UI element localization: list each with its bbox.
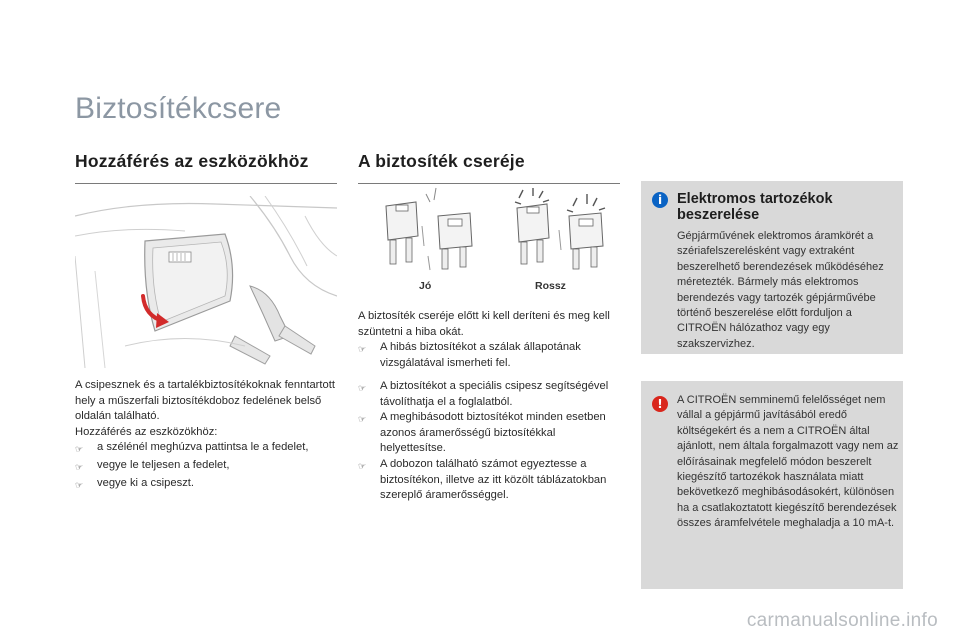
arrow-bullet-icon: ☞ (358, 383, 367, 393)
access-instructions (75, 378, 345, 493)
warning-icon: ! (652, 396, 668, 412)
warning-panel-text: A CITROËN semminemű felelősséget nem vállal a gépjármű javításából eredő költségekért és a nem a CITROËN által ajánlott, nem általa forgalmazott vagy nem az előírásainak megfelelő módon beszerelt kiegészítő tartozékok használata miatt bekövetkező meghibásodásokért, különösen ha a csatlakoztatott kiegészítő berendezések összes áramfelvétele meghaladja a 10 mA-t. (677, 394, 899, 530)
replace-steps (358, 379, 620, 504)
replace-intro (358, 309, 620, 371)
glovebox-illustration (75, 196, 337, 368)
replace-intro-bullet: ☞ A hibás biztosítékot a szálak állapotának vizsgálatával ismerheti fel. (358, 340, 620, 371)
warning-panel (641, 381, 903, 589)
section-heading-replace: A biztosíték cseréje (358, 151, 525, 171)
section-heading-access: Hozzáférés az eszközökhöz (75, 151, 309, 171)
caption-bad: Rossz (535, 280, 566, 292)
info-icon: i (652, 192, 668, 208)
access-bullet: ☞ vegye ki a csipeszt. (75, 476, 345, 494)
caption-good: Jó (419, 280, 432, 292)
replace-step: ☞ A dobozon található számot egyeztesse a biztosítékon, illetve az itt közölt táblázatokban szereplő áramerősséggel. (358, 457, 620, 504)
info-panel-title: Elektromos tartozékok beszerelése (677, 191, 833, 223)
access-bullet: ☞ a szélénél meghúzva pattintsa le a fedelet, (75, 440, 345, 458)
arrow-bullet-icon: ☞ (358, 414, 367, 425)
good-fuse-illustration (378, 186, 488, 272)
page-title: Biztosítékcsere (75, 92, 282, 125)
arrow-bullet-icon: ☞ (75, 461, 84, 472)
access-paragraph: A csipesznek és a tartalékbiztosítékoknak fenntartott hely a műszerfali biztosítékdoboz fedelének belső oldalán található. (75, 379, 335, 423)
arrow-bullet-icon: ☞ (358, 344, 367, 355)
heading-rule-left (75, 183, 337, 184)
replace-step: ☞ A biztosítékot a speciális csipesz segítségével távolíthatja el a foglalatból. (358, 379, 620, 410)
replace-intro-paragraph: A biztosíték cseréje előtt ki kell deríteni és meg kell szüntetni a hiba okát. (358, 310, 610, 338)
arrow-bullet-icon: ☞ (75, 479, 84, 490)
access-bullet: ☞ vegye le teljesen a fedelet, (75, 458, 345, 476)
info-panel-text: Gépjárművének elektromos áramkörét a szériafelszerelésként vagy extraként beszerelhető berendezések működéséhez méretezték. Bármely más elektromos berendezés vagy tartozék gépjárművébe történő beszerelése előtt forduljon a CITROËN hálózathoz vagy egy szakszervizhez. (677, 230, 884, 350)
watermark: carmanualsonline.info (746, 610, 938, 631)
bad-fuse-illustration (505, 186, 617, 272)
info-panel (641, 181, 903, 354)
replace-step: ☞ A meghibásodott biztosítékot minden esetben azonos áramerősségű biztosítékkal helyettesítse. (358, 410, 620, 457)
heading-rule-middle (358, 183, 620, 184)
access-lead: Hozzáférés az eszközökhöz: (75, 425, 218, 438)
arrow-bullet-icon: ☞ (358, 460, 367, 471)
arrow-bullet-icon: ☞ (75, 444, 84, 455)
